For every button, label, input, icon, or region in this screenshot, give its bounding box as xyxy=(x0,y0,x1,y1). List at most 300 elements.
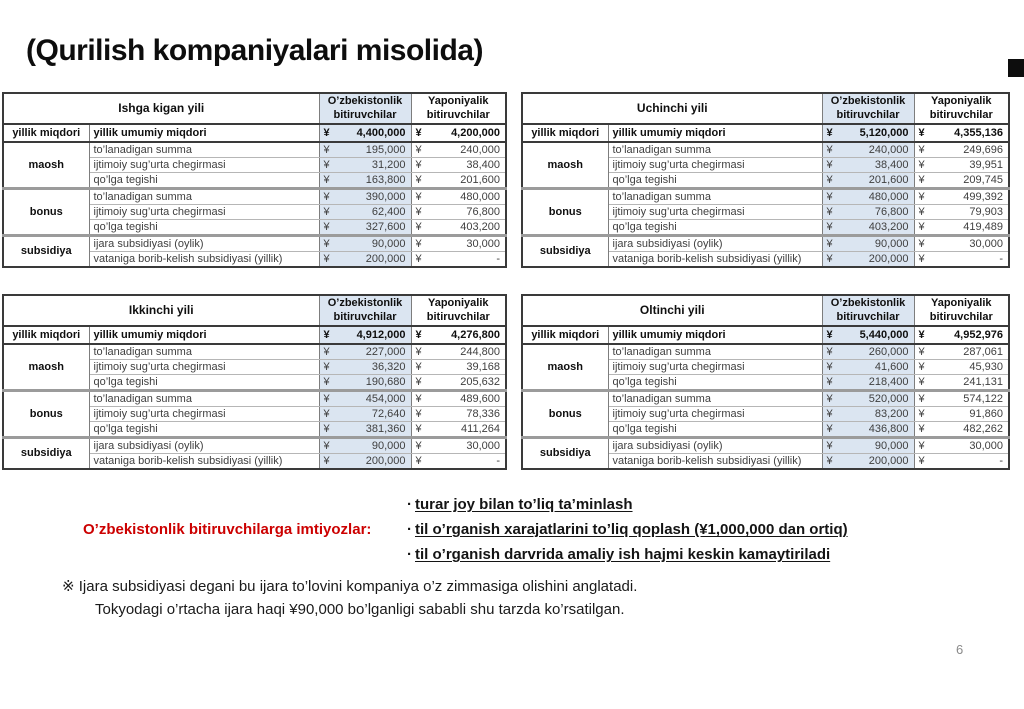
money-wrap xyxy=(412,455,506,468)
yen-symbol: ¥ xyxy=(918,158,925,171)
row-label: ijtimoiy sug’urta chegirmasi xyxy=(608,407,822,422)
yen-symbol: ¥ xyxy=(918,422,925,435)
bullet-icon: · xyxy=(407,546,412,563)
amount: 209,745 xyxy=(963,173,1003,186)
value-uzbek xyxy=(822,407,914,422)
row-label: qo’lga tegishi xyxy=(89,173,319,189)
value-japan xyxy=(411,407,506,422)
money-wrap xyxy=(823,238,914,251)
money-wrap xyxy=(823,361,914,374)
yen-symbol: ¥ xyxy=(415,345,422,358)
value-uzbek xyxy=(319,189,411,205)
group-label: yillik miqdori xyxy=(522,124,608,142)
money-wrap xyxy=(320,206,411,219)
money-wrap xyxy=(320,455,411,468)
yen-symbol: ¥ xyxy=(415,173,422,186)
row-label: qo’lga tegishi xyxy=(608,173,822,189)
value-japan xyxy=(411,252,506,268)
group-label: bonus xyxy=(522,189,608,236)
yen-symbol: ¥ xyxy=(918,407,925,420)
group-label: yillik miqdori xyxy=(3,326,89,344)
year-table xyxy=(2,294,507,470)
row-label: yillik umumiy miqdori xyxy=(89,124,319,142)
row-label: to’lanadigan summa xyxy=(608,189,822,205)
amount: 241,131 xyxy=(963,375,1003,388)
amount: 30,000 xyxy=(466,439,500,452)
col-header-uzbek: O’zbekistonlik bitiruvchilar xyxy=(822,93,914,124)
value-uzbek xyxy=(319,360,411,375)
header-row xyxy=(522,93,1009,124)
money-wrap xyxy=(412,253,506,266)
reference-mark-icon: ※ xyxy=(62,578,75,595)
money-wrap xyxy=(412,346,506,359)
slide-edge-marker xyxy=(1008,59,1024,77)
yen-symbol: ¥ xyxy=(826,126,833,139)
yen-symbol: ¥ xyxy=(918,328,925,341)
yen-symbol: ¥ xyxy=(826,439,833,452)
footnote-line-2: Tokyodagi o’rtacha ijara haqi ¥90,000 bo’lganligi sababli shu tarzda ko’rsatilgan. xyxy=(95,601,625,618)
amount: 76,800 xyxy=(874,205,909,218)
money-wrap xyxy=(412,423,506,436)
money-wrap xyxy=(915,455,1009,468)
yen-symbol: ¥ xyxy=(323,190,330,203)
yen-symbol: ¥ xyxy=(918,360,925,373)
yen-symbol: ¥ xyxy=(918,375,925,388)
amount: 240,000 xyxy=(460,143,500,156)
row-label: to’lanadigan summa xyxy=(89,344,319,360)
yen-symbol: ¥ xyxy=(323,143,330,156)
yen-symbol: ¥ xyxy=(826,360,833,373)
money-wrap xyxy=(320,159,411,172)
yen-symbol: ¥ xyxy=(323,126,330,139)
money-wrap xyxy=(823,159,914,172)
money-wrap xyxy=(320,361,411,374)
money-wrap xyxy=(320,423,411,436)
amount: 39,168 xyxy=(466,360,500,373)
value-uzbek xyxy=(822,252,914,268)
row-label: to’lanadigan summa xyxy=(89,142,319,158)
value-uzbek xyxy=(822,158,914,173)
money-wrap xyxy=(823,376,914,389)
amount: 76,800 xyxy=(466,205,500,218)
yen-symbol: ¥ xyxy=(415,143,422,156)
amount: 381,360 xyxy=(365,422,406,435)
total-row xyxy=(3,124,506,142)
amount: 436,800 xyxy=(868,422,909,435)
money-wrap xyxy=(823,206,914,219)
benefit-item xyxy=(407,492,848,517)
row-label: ijtimoiy sug’urta chegirmasi xyxy=(89,158,319,173)
yen-symbol: ¥ xyxy=(918,205,925,218)
money-wrap xyxy=(412,127,506,140)
value-japan xyxy=(411,124,506,142)
money-wrap xyxy=(915,346,1009,359)
money-wrap xyxy=(915,206,1009,219)
value-japan xyxy=(411,375,506,391)
value-japan xyxy=(411,326,506,344)
amount: 200,000 xyxy=(868,252,909,265)
value-japan xyxy=(411,236,506,252)
yen-symbol: ¥ xyxy=(323,392,330,405)
yen-symbol: ¥ xyxy=(415,328,422,341)
money-wrap xyxy=(915,329,1009,342)
amount: 90,000 xyxy=(874,237,909,250)
yen-symbol: ¥ xyxy=(323,439,330,452)
value-japan xyxy=(411,205,506,220)
value-uzbek xyxy=(822,142,914,158)
yen-symbol: ¥ xyxy=(323,173,330,186)
amount: 4,400,000 xyxy=(356,126,406,139)
value-japan xyxy=(411,438,506,454)
value-japan xyxy=(411,360,506,375)
money-wrap xyxy=(320,253,411,266)
benefit-text: turar joy bilan to’liq ta’minlash xyxy=(415,496,633,513)
amount: 163,800 xyxy=(365,173,406,186)
money-wrap xyxy=(915,221,1009,234)
amount: - xyxy=(496,454,500,467)
page-title: (Qurilish kompaniyalari misolida) xyxy=(26,34,483,67)
value-uzbek xyxy=(822,375,914,391)
yen-symbol: ¥ xyxy=(918,126,925,139)
data-row xyxy=(522,189,1009,205)
data-row xyxy=(3,438,506,454)
money-wrap xyxy=(412,238,506,251)
value-japan xyxy=(914,252,1009,268)
amount: 249,696 xyxy=(963,143,1003,156)
table-title: Uchinchi yili xyxy=(522,93,822,124)
money-wrap xyxy=(320,191,411,204)
footnote xyxy=(62,575,637,621)
yen-symbol: ¥ xyxy=(918,237,925,250)
group-label: subsidiya xyxy=(522,236,608,268)
table-title: Ikkinchi yili xyxy=(3,295,319,326)
value-uzbek xyxy=(822,360,914,375)
data-row xyxy=(522,142,1009,158)
yen-symbol: ¥ xyxy=(323,220,330,233)
amount: 482,262 xyxy=(963,422,1003,435)
money-wrap xyxy=(320,238,411,251)
value-uzbek xyxy=(319,326,411,344)
row-label: qo’lga tegishi xyxy=(89,375,319,391)
money-wrap xyxy=(412,191,506,204)
money-wrap xyxy=(412,144,506,157)
col-header-uzbek: O’zbekistonlik bitiruvchilar xyxy=(319,295,411,326)
value-japan xyxy=(411,173,506,189)
money-wrap xyxy=(915,174,1009,187)
money-wrap xyxy=(823,455,914,468)
money-wrap xyxy=(320,376,411,389)
yen-symbol: ¥ xyxy=(323,422,330,435)
row-label: vataniga borib-kelish subsidiyasi (yillik) xyxy=(89,252,319,268)
yen-symbol: ¥ xyxy=(415,190,422,203)
amount: 36,320 xyxy=(371,360,406,373)
amount: 91,860 xyxy=(969,407,1003,420)
amount: 403,200 xyxy=(868,220,909,233)
yen-symbol: ¥ xyxy=(415,407,422,420)
money-wrap xyxy=(823,346,914,359)
yen-symbol: ¥ xyxy=(826,454,833,467)
value-japan xyxy=(914,438,1009,454)
amount: - xyxy=(999,252,1003,265)
row-label: ijtimoiy sug’urta chegirmasi xyxy=(608,158,822,173)
row-label: qo’lga tegishi xyxy=(608,375,822,391)
amount: 4,276,800 xyxy=(451,328,500,341)
total-row xyxy=(522,124,1009,142)
value-uzbek xyxy=(319,391,411,407)
value-japan xyxy=(914,220,1009,236)
benefits-label: O’zbekistonlik bitiruvchilarga imtiyozlar: xyxy=(83,521,372,538)
amount: 411,264 xyxy=(461,422,500,435)
row-label: ijara subsidiyasi (oylik) xyxy=(89,236,319,252)
benefits-list xyxy=(407,492,848,567)
money-wrap xyxy=(823,440,914,453)
yen-symbol: ¥ xyxy=(323,237,330,250)
amount: 574,122 xyxy=(963,392,1003,405)
amount: 4,355,136 xyxy=(954,126,1003,139)
value-japan xyxy=(411,454,506,470)
amount: 200,000 xyxy=(365,252,406,265)
benefit-text: til o’rganish xarajatlarini to’liq qoplash (¥1,000,000 dan ortiq) xyxy=(415,521,848,538)
yen-symbol: ¥ xyxy=(826,143,833,156)
table-second-year xyxy=(2,294,507,470)
money-wrap xyxy=(320,346,411,359)
amount: - xyxy=(999,454,1003,467)
money-wrap xyxy=(320,440,411,453)
yen-symbol: ¥ xyxy=(826,173,833,186)
value-japan xyxy=(914,454,1009,470)
amount: 390,000 xyxy=(365,190,406,203)
yen-symbol: ¥ xyxy=(415,422,422,435)
row-label: ijtimoiy sug’urta chegirmasi xyxy=(89,205,319,220)
row-label: ijtimoiy sug’urta chegirmasi xyxy=(89,407,319,422)
yen-symbol: ¥ xyxy=(415,158,422,171)
table-third-year xyxy=(521,92,1010,268)
money-wrap xyxy=(412,408,506,421)
group-label: bonus xyxy=(3,391,89,438)
money-wrap xyxy=(412,361,506,374)
row-label: yillik umumiy miqdori xyxy=(608,326,822,344)
amount: 72,640 xyxy=(371,407,406,420)
yen-symbol: ¥ xyxy=(826,220,833,233)
yen-symbol: ¥ xyxy=(826,375,833,388)
yen-symbol: ¥ xyxy=(415,360,422,373)
money-wrap xyxy=(915,423,1009,436)
amount: 287,061 xyxy=(963,345,1003,358)
yen-symbol: ¥ xyxy=(323,375,330,388)
money-wrap xyxy=(915,376,1009,389)
row-label: ijara subsidiyasi (oylik) xyxy=(89,438,319,454)
amount: 200,000 xyxy=(868,454,909,467)
yen-symbol: ¥ xyxy=(415,375,422,388)
value-japan xyxy=(914,344,1009,360)
row-label: yillik umumiy miqdori xyxy=(608,124,822,142)
value-japan xyxy=(914,236,1009,252)
money-wrap xyxy=(320,221,411,234)
value-japan xyxy=(411,422,506,438)
yen-symbol: ¥ xyxy=(415,252,422,265)
amount: 489,600 xyxy=(460,392,500,405)
data-row xyxy=(522,236,1009,252)
amount: 38,400 xyxy=(874,158,909,171)
amount: 39,951 xyxy=(969,158,1003,171)
yen-symbol: ¥ xyxy=(826,392,833,405)
value-uzbek xyxy=(319,205,411,220)
value-uzbek xyxy=(822,438,914,454)
row-label: to’lanadigan summa xyxy=(89,189,319,205)
row-label: vataniga borib-kelish subsidiyasi (yillik) xyxy=(89,454,319,470)
value-uzbek xyxy=(822,422,914,438)
group-label: subsidiya xyxy=(522,438,608,470)
value-uzbek xyxy=(822,236,914,252)
value-japan xyxy=(914,391,1009,407)
value-japan xyxy=(914,407,1009,422)
amount: 454,000 xyxy=(365,392,406,405)
value-uzbek xyxy=(822,326,914,344)
value-uzbek xyxy=(319,220,411,236)
money-wrap xyxy=(320,174,411,187)
amount: 45,930 xyxy=(969,360,1003,373)
money-wrap xyxy=(823,127,914,140)
money-wrap xyxy=(915,253,1009,266)
money-wrap xyxy=(915,238,1009,251)
money-wrap xyxy=(823,423,914,436)
money-wrap xyxy=(915,159,1009,172)
year-table xyxy=(2,92,507,268)
group-label: yillik miqdori xyxy=(3,124,89,142)
col-header-japan: Yaponiyalik bitiruvchilar xyxy=(914,93,1009,124)
col-header-japan: Yaponiyalik bitiruvchilar xyxy=(411,295,506,326)
amount: 30,000 xyxy=(466,237,500,250)
value-japan xyxy=(914,189,1009,205)
benefit-item xyxy=(407,542,848,567)
money-wrap xyxy=(915,393,1009,406)
value-uzbek xyxy=(822,205,914,220)
yen-symbol: ¥ xyxy=(826,328,833,341)
amount: 4,912,000 xyxy=(356,328,406,341)
row-label: yillik umumiy miqdori xyxy=(89,326,319,344)
amount: 205,632 xyxy=(460,375,500,388)
money-wrap xyxy=(915,408,1009,421)
data-row xyxy=(3,189,506,205)
group-label: yillik miqdori xyxy=(522,326,608,344)
money-wrap xyxy=(915,127,1009,140)
data-row xyxy=(3,344,506,360)
value-japan xyxy=(411,391,506,407)
money-wrap xyxy=(915,361,1009,374)
yen-symbol: ¥ xyxy=(918,220,925,233)
amount: 419,489 xyxy=(963,220,1003,233)
value-japan xyxy=(914,205,1009,220)
amount: 480,000 xyxy=(460,190,500,203)
amount: 403,200 xyxy=(460,220,500,233)
amount: 30,000 xyxy=(969,237,1003,250)
money-wrap xyxy=(320,329,411,342)
money-wrap xyxy=(823,191,914,204)
amount: 4,952,976 xyxy=(954,328,1003,341)
amount: 520,000 xyxy=(868,392,909,405)
money-wrap xyxy=(823,221,914,234)
amount: 201,600 xyxy=(460,173,500,186)
header-row xyxy=(3,93,506,124)
value-japan xyxy=(914,158,1009,173)
yen-symbol: ¥ xyxy=(323,360,330,373)
amount: 190,680 xyxy=(365,375,406,388)
yen-symbol: ¥ xyxy=(415,126,422,139)
amount: 4,200,000 xyxy=(451,126,500,139)
value-uzbek xyxy=(822,124,914,142)
money-wrap xyxy=(823,408,914,421)
yen-symbol: ¥ xyxy=(826,407,833,420)
amount: 78,336 xyxy=(466,407,500,420)
amount: 260,000 xyxy=(868,345,909,358)
row-label: to’lanadigan summa xyxy=(608,142,822,158)
yen-symbol: ¥ xyxy=(415,237,422,250)
value-uzbek xyxy=(319,173,411,189)
value-uzbek xyxy=(319,142,411,158)
row-label: qo’lga tegishi xyxy=(89,220,319,236)
money-wrap xyxy=(823,174,914,187)
money-wrap xyxy=(412,329,506,342)
yen-symbol: ¥ xyxy=(415,220,422,233)
amount: 244,800 xyxy=(460,345,500,358)
value-japan xyxy=(914,375,1009,391)
row-label: ijtimoiy sug’urta chegirmasi xyxy=(89,360,319,375)
amount: 41,600 xyxy=(874,360,909,373)
yen-symbol: ¥ xyxy=(323,252,330,265)
amount: 83,200 xyxy=(874,407,909,420)
yen-symbol: ¥ xyxy=(918,143,925,156)
group-label: maosh xyxy=(3,344,89,391)
page-number: 6 xyxy=(956,642,964,657)
col-header-uzbek: O’zbekistonlik bitiruvchilar xyxy=(319,93,411,124)
bullet-icon: · xyxy=(407,521,412,538)
row-label: to’lanadigan summa xyxy=(608,344,822,360)
amount: 200,000 xyxy=(365,454,406,467)
row-label: to’lanadigan summa xyxy=(608,391,822,407)
amount: 5,440,000 xyxy=(859,328,909,341)
value-uzbek xyxy=(822,391,914,407)
amount: 31,200 xyxy=(371,158,406,171)
money-wrap xyxy=(915,144,1009,157)
group-label: maosh xyxy=(522,344,608,391)
yen-symbol: ¥ xyxy=(323,345,330,358)
value-japan xyxy=(914,142,1009,158)
value-japan xyxy=(914,173,1009,189)
money-wrap xyxy=(823,393,914,406)
amount: 499,392 xyxy=(963,190,1003,203)
value-uzbek xyxy=(319,344,411,360)
amount: 30,000 xyxy=(969,439,1003,452)
value-uzbek xyxy=(319,124,411,142)
value-japan xyxy=(914,326,1009,344)
yen-symbol: ¥ xyxy=(826,190,833,203)
data-row xyxy=(522,438,1009,454)
yen-symbol: ¥ xyxy=(826,205,833,218)
header-row xyxy=(522,295,1009,326)
amount: 90,000 xyxy=(371,237,406,250)
data-row xyxy=(522,391,1009,407)
money-wrap xyxy=(915,440,1009,453)
money-wrap xyxy=(320,393,411,406)
amount: 480,000 xyxy=(868,190,909,203)
header-row xyxy=(3,295,506,326)
yen-symbol: ¥ xyxy=(918,454,925,467)
value-uzbek xyxy=(822,220,914,236)
yen-symbol: ¥ xyxy=(826,158,833,171)
amount: 227,000 xyxy=(365,345,406,358)
yen-symbol: ¥ xyxy=(918,345,925,358)
table-sixth-year xyxy=(521,294,1010,470)
